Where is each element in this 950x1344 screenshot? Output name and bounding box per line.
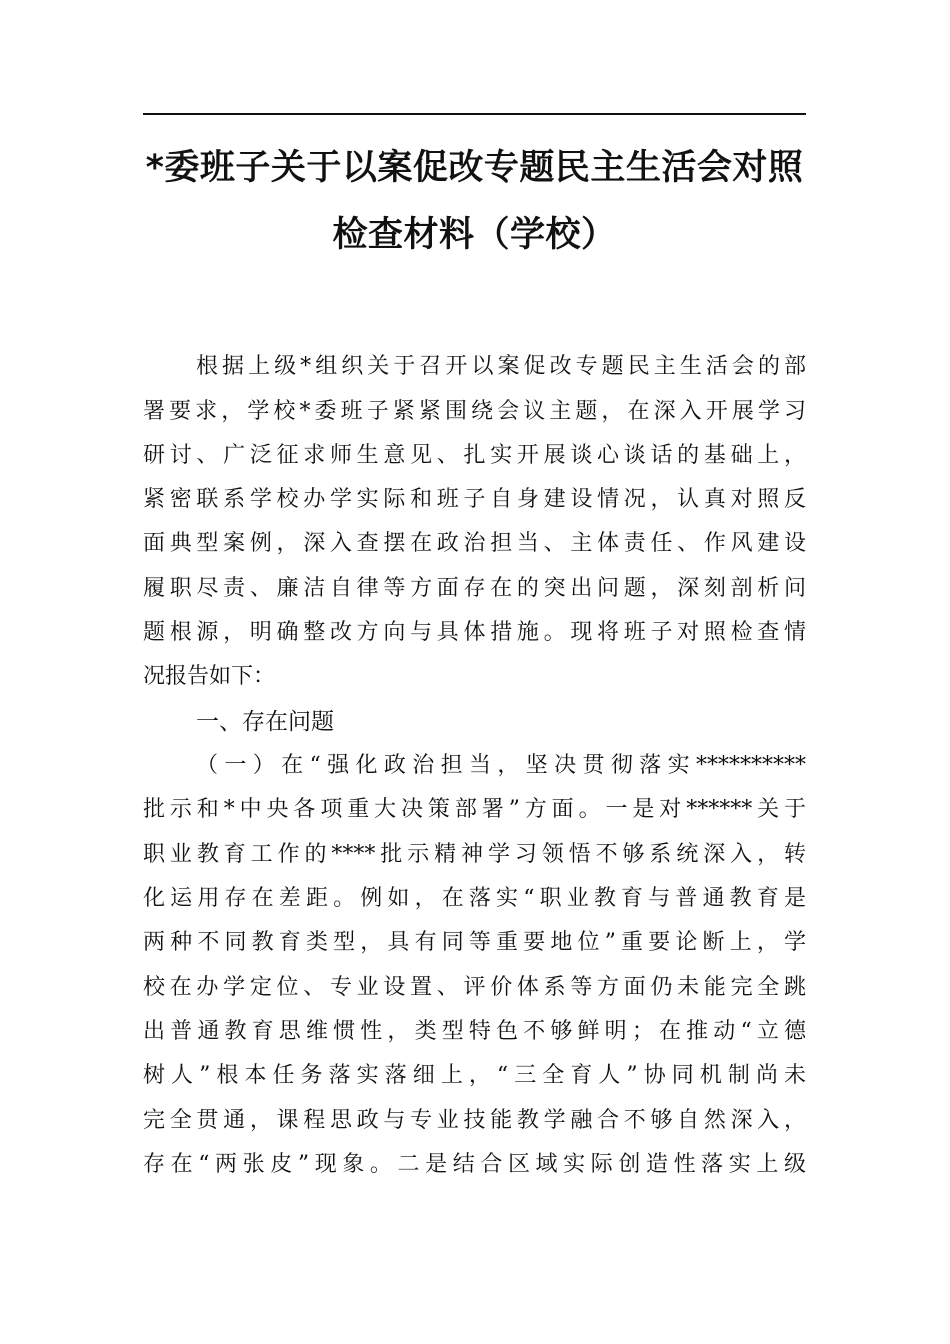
- intro-line: 履职尽责、廉洁自律等方面存在的突出问题，深刻剖析问: [143, 576, 806, 601]
- section-line: 出普通教育思维惯性，类型特色不够鲜明；在推动“立德: [143, 1019, 806, 1044]
- section-line: 树人”根本任务落实落细上，“三全育人”协同机制尚未: [143, 1063, 806, 1088]
- intro-line: 况报告如下：: [143, 664, 276, 689]
- section-line: 职业教育工作的****批示精神学习领悟不够系统深入，转: [143, 842, 806, 867]
- section-line: 批示和*中央各项重大决策部署”方面。一是对******关于: [143, 797, 806, 822]
- intro-line: 署要求，学校*委班子紧紧围绕会议主题，在深入开展学习: [143, 399, 806, 424]
- section-line: 校在办学定位、专业设置、评价体系等方面仍未能完全跳: [143, 975, 806, 1000]
- top-rule: [143, 113, 806, 115]
- section-line: 两种不同教育类型，具有同等重要地位”重要论断上，学: [143, 930, 806, 955]
- intro-line: 根据上级*组织关于召开以案促改专题民主生活会的部: [196, 354, 806, 379]
- section-line: 化运用存在差距。例如，在落实“职业教育与普通教育是: [143, 886, 806, 911]
- section-line: 完全贯通，课程思政与专业技能教学融合不够自然深入，: [143, 1108, 806, 1133]
- document-title-line-1: *委班子关于以案促改专题民主生活会对照: [145, 148, 804, 188]
- section-heading: 一、存在问题: [196, 709, 334, 735]
- section-line: 存在“两张皮”现象。二是结合区域实际创造性落实上级: [143, 1152, 806, 1177]
- document-title-line-2: 检查材料（学校）: [332, 215, 617, 255]
- intro-line: 紧密联系学校办学实际和班子自身建设情况，认真对照反: [143, 487, 806, 512]
- intro-line: 题根源，明确整改方向与具体措施。现将班子对照检查情: [143, 620, 806, 645]
- intro-line: 研讨、广泛征求师生意见、扎实开展谈心谈话的基础上，: [143, 443, 806, 468]
- section-line: （一）在“强化政治担当，坚决贯彻落实**********: [196, 753, 806, 778]
- intro-line: 面典型案例，深入查摆在政治担当、主体责任、作风建设: [143, 531, 806, 556]
